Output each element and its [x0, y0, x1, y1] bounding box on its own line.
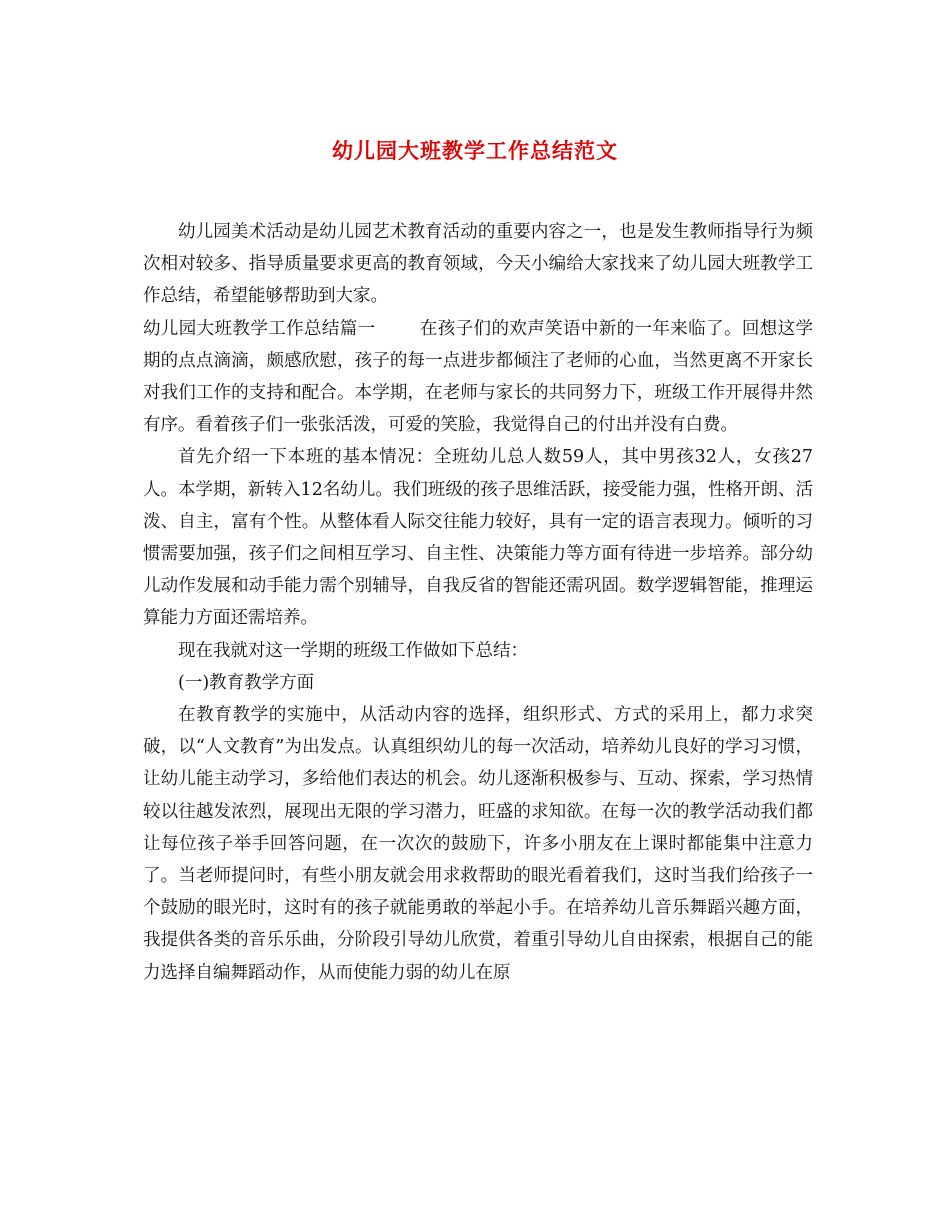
paragraph-text: (一)教育教学方面 [178, 672, 315, 693]
paragraph-intro [143, 216, 813, 313]
paragraph-subheading-teaching [143, 667, 813, 699]
paragraph-summary-intro [143, 635, 813, 667]
document-body [143, 216, 813, 989]
paragraph-section-one [143, 313, 813, 442]
paragraph-text: 首先介绍一下本班的基本情况：全班幼儿总人数59人，其中男孩32人，女孩27人。本学期，新转入12名幼儿。我们班级的孩子思维活跃，接受能力强，性格开朗、活泼、自主，富有个性。从整体看人际交往能力较好，具有一定的语言表现力。倾听的习惯需要加强，孩子们之间相互学习、自主性、决策能力等方面有待进一步培养。部分幼儿动作发展和动手能力需个别辅导，自我反省的智能还需巩固。数学逻辑智能，推理运算能力方面还需培养。 [143, 447, 813, 629]
paragraph-text: 现在我就对这一学期的班级工作做如下总结： [178, 640, 528, 661]
paragraph-class-overview [143, 441, 813, 634]
paragraph-text: 幼儿园美术活动是幼儿园艺术教育活动的重要内容之一，也是发生教师指导行为频次相对较多、指导质量要求更高的教育领域，今天小编给大家找来了幼儿园大班教学工作总结，希望能够帮助到大家。 [143, 222, 813, 307]
paragraph-text: 在孩子们的欢声笑语中新的一年来临了。回想这学期的点点滴滴，颇感欣慰，孩子的每一点进步都倾注了老师的心血，当然更离不开家长对我们工作的支持和配合。本学期，在老师与家长的共同努力下，班级工作开展得井然有序。看着孩子们一张张活泼，可爱的笑脸，我觉得自己的付出并没有白费。 [143, 318, 813, 436]
document-title: 幼儿园大班教学工作总结范文 [332, 138, 618, 163]
paragraph-teaching-details [143, 699, 813, 989]
section-heading: 幼儿园大班教学工作总结篇一 [143, 318, 376, 339]
paragraph-text: 在教育教学的实施中，从活动内容的选择，组织形式、方式的采用上，都力求突破，以“人文教育”为出发点。认真组织幼儿的每一次活动，培养幼儿良好的学习习惯，让幼儿能主动学习，多给他们表达的机会。幼儿逐渐积极参与、互动、探索，学习热情较以往越发浓烈，展现出无限的学习潜力，旺盛的求知欲。在每一次的教学活动我们都让每位孩子举手回答问题，在一次次的鼓励下，许多小朋友在上课时都能集中注意力了。当老师提问时，有些小朋友就会用求救帮助的眼光看着我们，这时当我们给孩子一个鼓励的眼光时，这时有的孩子就能勇敢的举起小手。在培养幼儿音乐舞蹈兴趣方面，我提供各类的音乐乐曲，分阶段引导幼儿欣赏，着重引导幼儿自由探索，根据自己的能力选择自编舞蹈动作，从而使能力弱的幼儿在原 [143, 705, 813, 983]
